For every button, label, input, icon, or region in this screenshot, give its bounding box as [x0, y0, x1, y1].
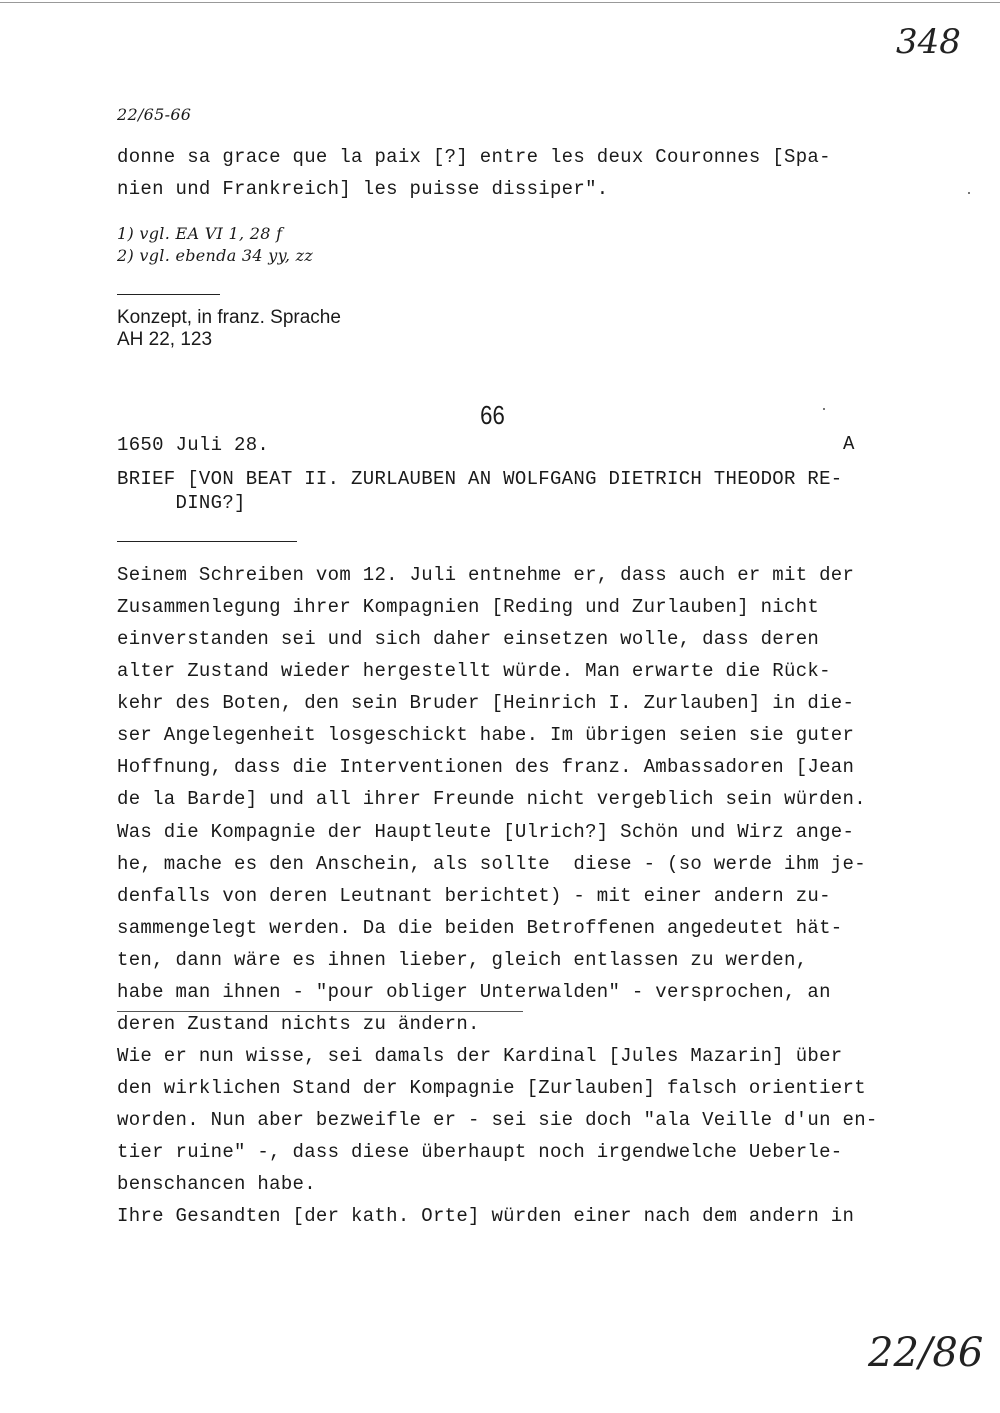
body-line: habe man ihnen - "pour obliger Unterwalden" - versprochen, an	[117, 981, 831, 1003]
scan-top-edge	[0, 2, 1000, 3]
source-separator-rule	[117, 294, 220, 295]
body-line: ser Angelegenheit losgeschickt habe. Im übrigen seien sie guter	[117, 724, 855, 746]
body-line: denfalls von deren Leutnant berichtet) - mit einer andern zu-	[117, 885, 831, 907]
footnote: 1) vgl. EA VI 1, 28 f	[117, 224, 283, 243]
body-line: de la Barde] und all ihrer Freunde nicht vergeblich sein würden.	[117, 788, 866, 810]
pencil-underline	[117, 1011, 523, 1012]
body-line: Was die Kompagnie der Hauptleute [Ulrich?] Schön und Wirz ange-	[117, 821, 855, 843]
body-line: Hoffnung, dass die Interventionen des franz. Ambassadoren [Jean	[117, 756, 855, 778]
body-line: alter Zustand wieder hergestellt würde. Man erwarte die Rück-	[117, 660, 831, 682]
body-line: Ihre Gesandten [der kath. Orte] würden einer nach dem andern in	[117, 1205, 855, 1227]
scan-speck	[968, 192, 970, 194]
source-note: AH 22, 123	[117, 329, 213, 350]
document-date: 1650 Juli 28.	[117, 434, 270, 456]
document-title-line: DING?]	[117, 492, 246, 514]
body-line: Seinem Schreiben vom 12. Juli entnehme er, dass auch er mit der	[117, 564, 855, 586]
body-line: einverstanden sei und sich daher einsetzen wolle, dass deren	[117, 628, 820, 650]
previous-text-line: donne sa grace que la paix [?] entre les deux Couronnes [Spa-	[117, 146, 831, 168]
footnote: 2) vgl. ebenda 34 yy, zz	[117, 246, 314, 265]
source-note: Konzept, in franz. Sprache	[117, 307, 341, 328]
document-marker: A	[843, 433, 855, 455]
body-line: he, mache es den Anschein, als sollte diese - (so werde ihm je-	[117, 853, 866, 875]
body-line: Zusammenlegung ihrer Kompagnien [Reding und Zurlauben] nicht	[117, 596, 820, 618]
body-line: benschancen habe.	[117, 1173, 316, 1195]
document-number: 66	[480, 400, 505, 430]
previous-text-line: nien und Frankreich] les puisse dissiper".	[117, 178, 609, 200]
body-line: worden. Nun aber bezweifle er - sei sie doch "ala Veille d'un en-	[117, 1109, 878, 1131]
body-line: tier ruine" -, dass diese überhaupt noch irgendwelche Ueberle-	[117, 1141, 843, 1163]
handwritten-page-number: 348	[896, 22, 961, 62]
handwritten-folio-number: 22/86	[868, 1330, 984, 1376]
title-separator-rule	[117, 541, 297, 542]
scan-speck	[823, 408, 825, 410]
body-line: den wirklichen Stand der Kompagnie [Zurlauben] falsch orientiert	[117, 1077, 866, 1099]
body-line: kehr des Boten, den sein Bruder [Heinrich I. Zurlauben] in die-	[117, 692, 855, 714]
document-title-line: BRIEF [VON BEAT II. ZURLAUBEN AN WOLFGANG DIETRICH THEODOR RE-	[117, 468, 843, 490]
body-line: deren Zustand nichts zu ändern.	[117, 1013, 480, 1035]
body-line: ten, dann wäre es ihnen lieber, gleich entlassen zu werden,	[117, 949, 808, 971]
archive-reference: 22/65-66	[117, 105, 192, 124]
body-line: Wie er nun wisse, sei damals der Kardinal [Jules Mazarin] über	[117, 1045, 843, 1067]
body-line: sammengelegt werden. Da die beiden Betroffenen angedeutet hät-	[117, 917, 843, 939]
